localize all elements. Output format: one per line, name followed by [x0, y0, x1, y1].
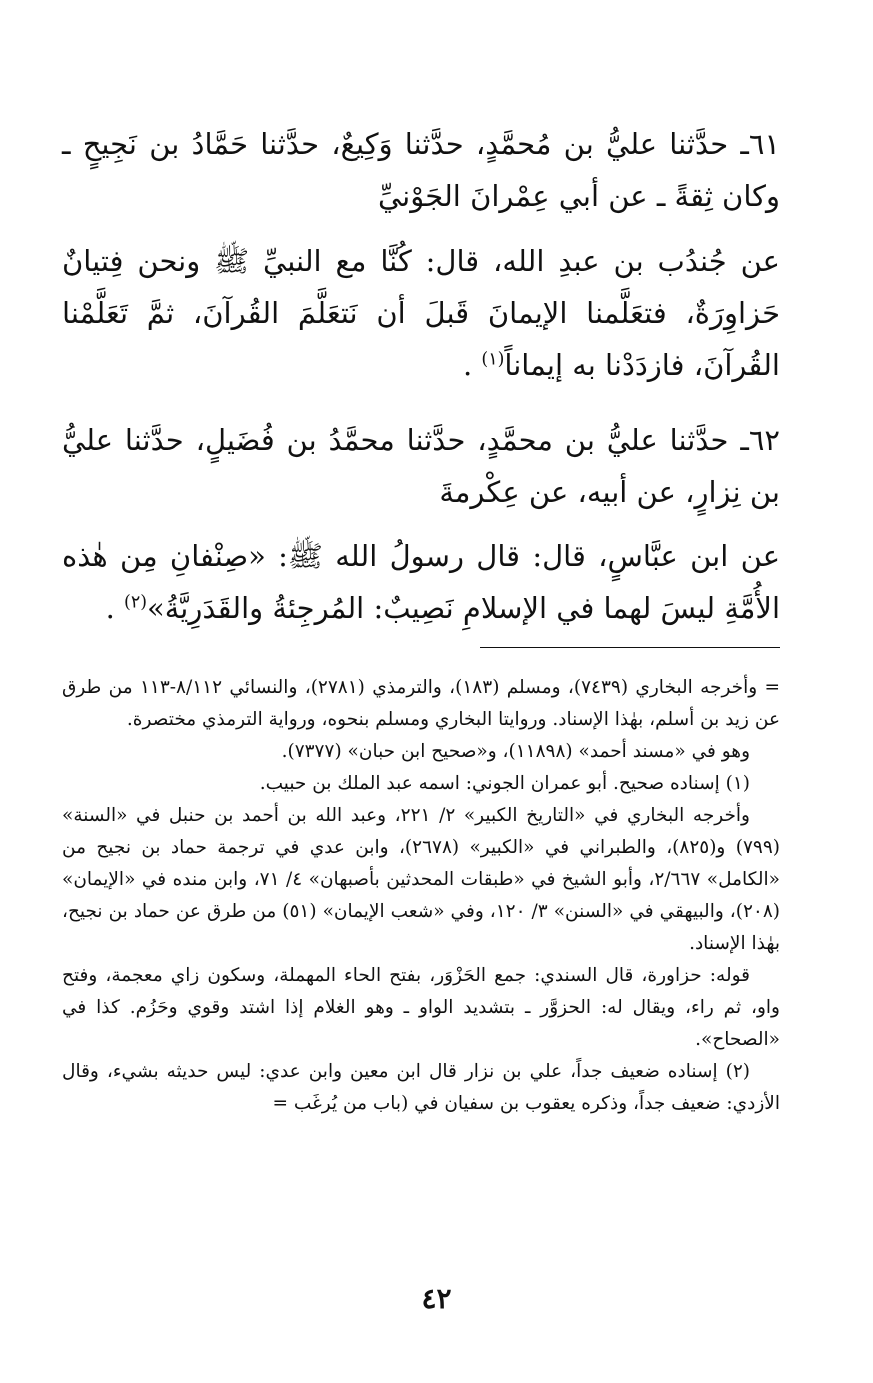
footnote-1: (١) إسناده صحيح. أبو عمران الجوني: اسمه عبد الملك بن حبيب. — [259, 773, 750, 794]
footnote-line: قوله: حزاورة، قال السندي: جمع الحَزْوَر، بفتح الحاء المهملة، وسكون زاي معجمة، وفتح واو، ثم راء، ويقال له: الحزوَّر ـ بتشديد الواو ـ وهو الغلام إذا اشتد وقوي وحَزُم. كذا في «الصحاح». — [62, 965, 780, 1050]
footnote-ref-2: (٢) — [124, 592, 147, 613]
hadith-61-body: عن جُندُب بن عبدِ الله، قال: كُنَّا مع النبيِّ ﷺ ونحن فِتيانٌ حَزاوِرَةٌ، فتعَلَّمنا الإيمانَ قَبلَ أن نَتعَلَّمَ القُرآنَ، ثمَّ تَعَلَّمْنا القُرآنَ، فازدَدْنا به إيماناً — [62, 244, 780, 382]
hadith-62-chain-text: ٦٢ـ حدَّثنا عليُّ بن محمَّدٍ، حدَّثنا محمَّدُ بن فُضَيلٍ، حدَّثنا عليُّ بن نِزارٍ، عن أبيه، عن عِكْرمةَ — [62, 423, 780, 509]
footnote-2: (٢) إسناده ضعيف جداً، علي بن نزار قال ابن معين وابن عدي: ليس حديثه بشيء، وقال الأزدي: ضعيف جداً، وذكره يعقوب بن سفيان في (باب من يُرغَب = — [62, 1061, 780, 1114]
page-number: ٤٢ — [421, 1282, 452, 1315]
hadith-62-chain — [62, 414, 780, 518]
footnote-line: وهو في «مسند أحمد» (١١٨٩٨)، و«صحيح ابن حبان» (٧٣٧٧). — [281, 741, 750, 762]
footnotes — [62, 672, 780, 1120]
footnote-ref-1: (١) — [481, 349, 505, 370]
hadith-61-chain — [62, 118, 780, 222]
footnote-separator — [480, 647, 780, 648]
hadith-62-body: عن ابن عبَّاسٍ، قال: قال رسولُ الله ﷺ: «صِنْفانِ مِن هٰذه الأُمَّةِ ليسَ لهما في الإسلامِ نَصِيبٌ: المُرجِئةُ والقَدَرِيَّةُ» — [62, 539, 780, 625]
hadith-62-text: عن ابن عبَّاسٍ، قال: قال رسولُ الله ﷺ: «صِنْفانِ مِن هٰذه الأُمَّةِ ليسَ لهما في الإسلامِ نَصِيبٌ: المُرجِئةُ والقَدَرِيَّةُ»$^{(٢)}$ . — [62, 539, 780, 625]
footnote-continuation: = وأخرجه البخاري (٧٤٣٩)، ومسلم (١٨٣)، والترمذي (٢٧٨١)، والنسائي ٨/١١٢-١١٣ من طرق عن زيد بن أسلم، بهٰذا الإسناد. وروايتا البخاري ومسلم بنحوه، ورواية الترمذي مختصرة. — [62, 677, 781, 730]
footnote-line: وأخرجه البخاري في «التاريخ الكبير» ٢/ ٢٢١، وعبد الله بن أحمد بن حنبل في «السنة» (٧٩٩) و(٨٢٥)، والطبراني في «الكبير» (٢٦٧٨)، وابن عدي في ترجمة حماد بن نجيح من «الكامل» ٢/٦٦٧، وأبو الشيخ في «طبقات المحدثين بأصبهان» ٤/ ٧١، وابن منده في «الإيمان» (٢٠٨)، والبيهقي في «السنن» ٣/ ١٢٠، وفي «شعب الإيمان» (٥١) من طرق عن حماد بن نجيح، بهٰذا الإسناد. — [62, 805, 780, 954]
hadith-61-chain-text: ٦١ـ حدَّثنا عليُّ بن مُحمَّدٍ، حدَّثنا وَكِيعٌ، حدَّثنا حَمَّادُ بن نَجِيحٍ ـ وكان ثِقةً ـ عن أبي عِمْرانَ الجَوْنيِّ — [62, 127, 780, 213]
hadith-61-text: عن جُندُب بن عبدِ الله، قال: كُنَّا مع النبيِّ ﷺ ونحن فِتيانٌ حَزاوِرَةٌ، فتعَلَّمنا الإيمانَ قَبلَ أن نَتعَلَّمَ القُرآنَ، ثمَّ تَعَلَّمْنا القُرآنَ، فازدَدْنا به إيماناً$^{(١)}$ . — [62, 244, 780, 382]
